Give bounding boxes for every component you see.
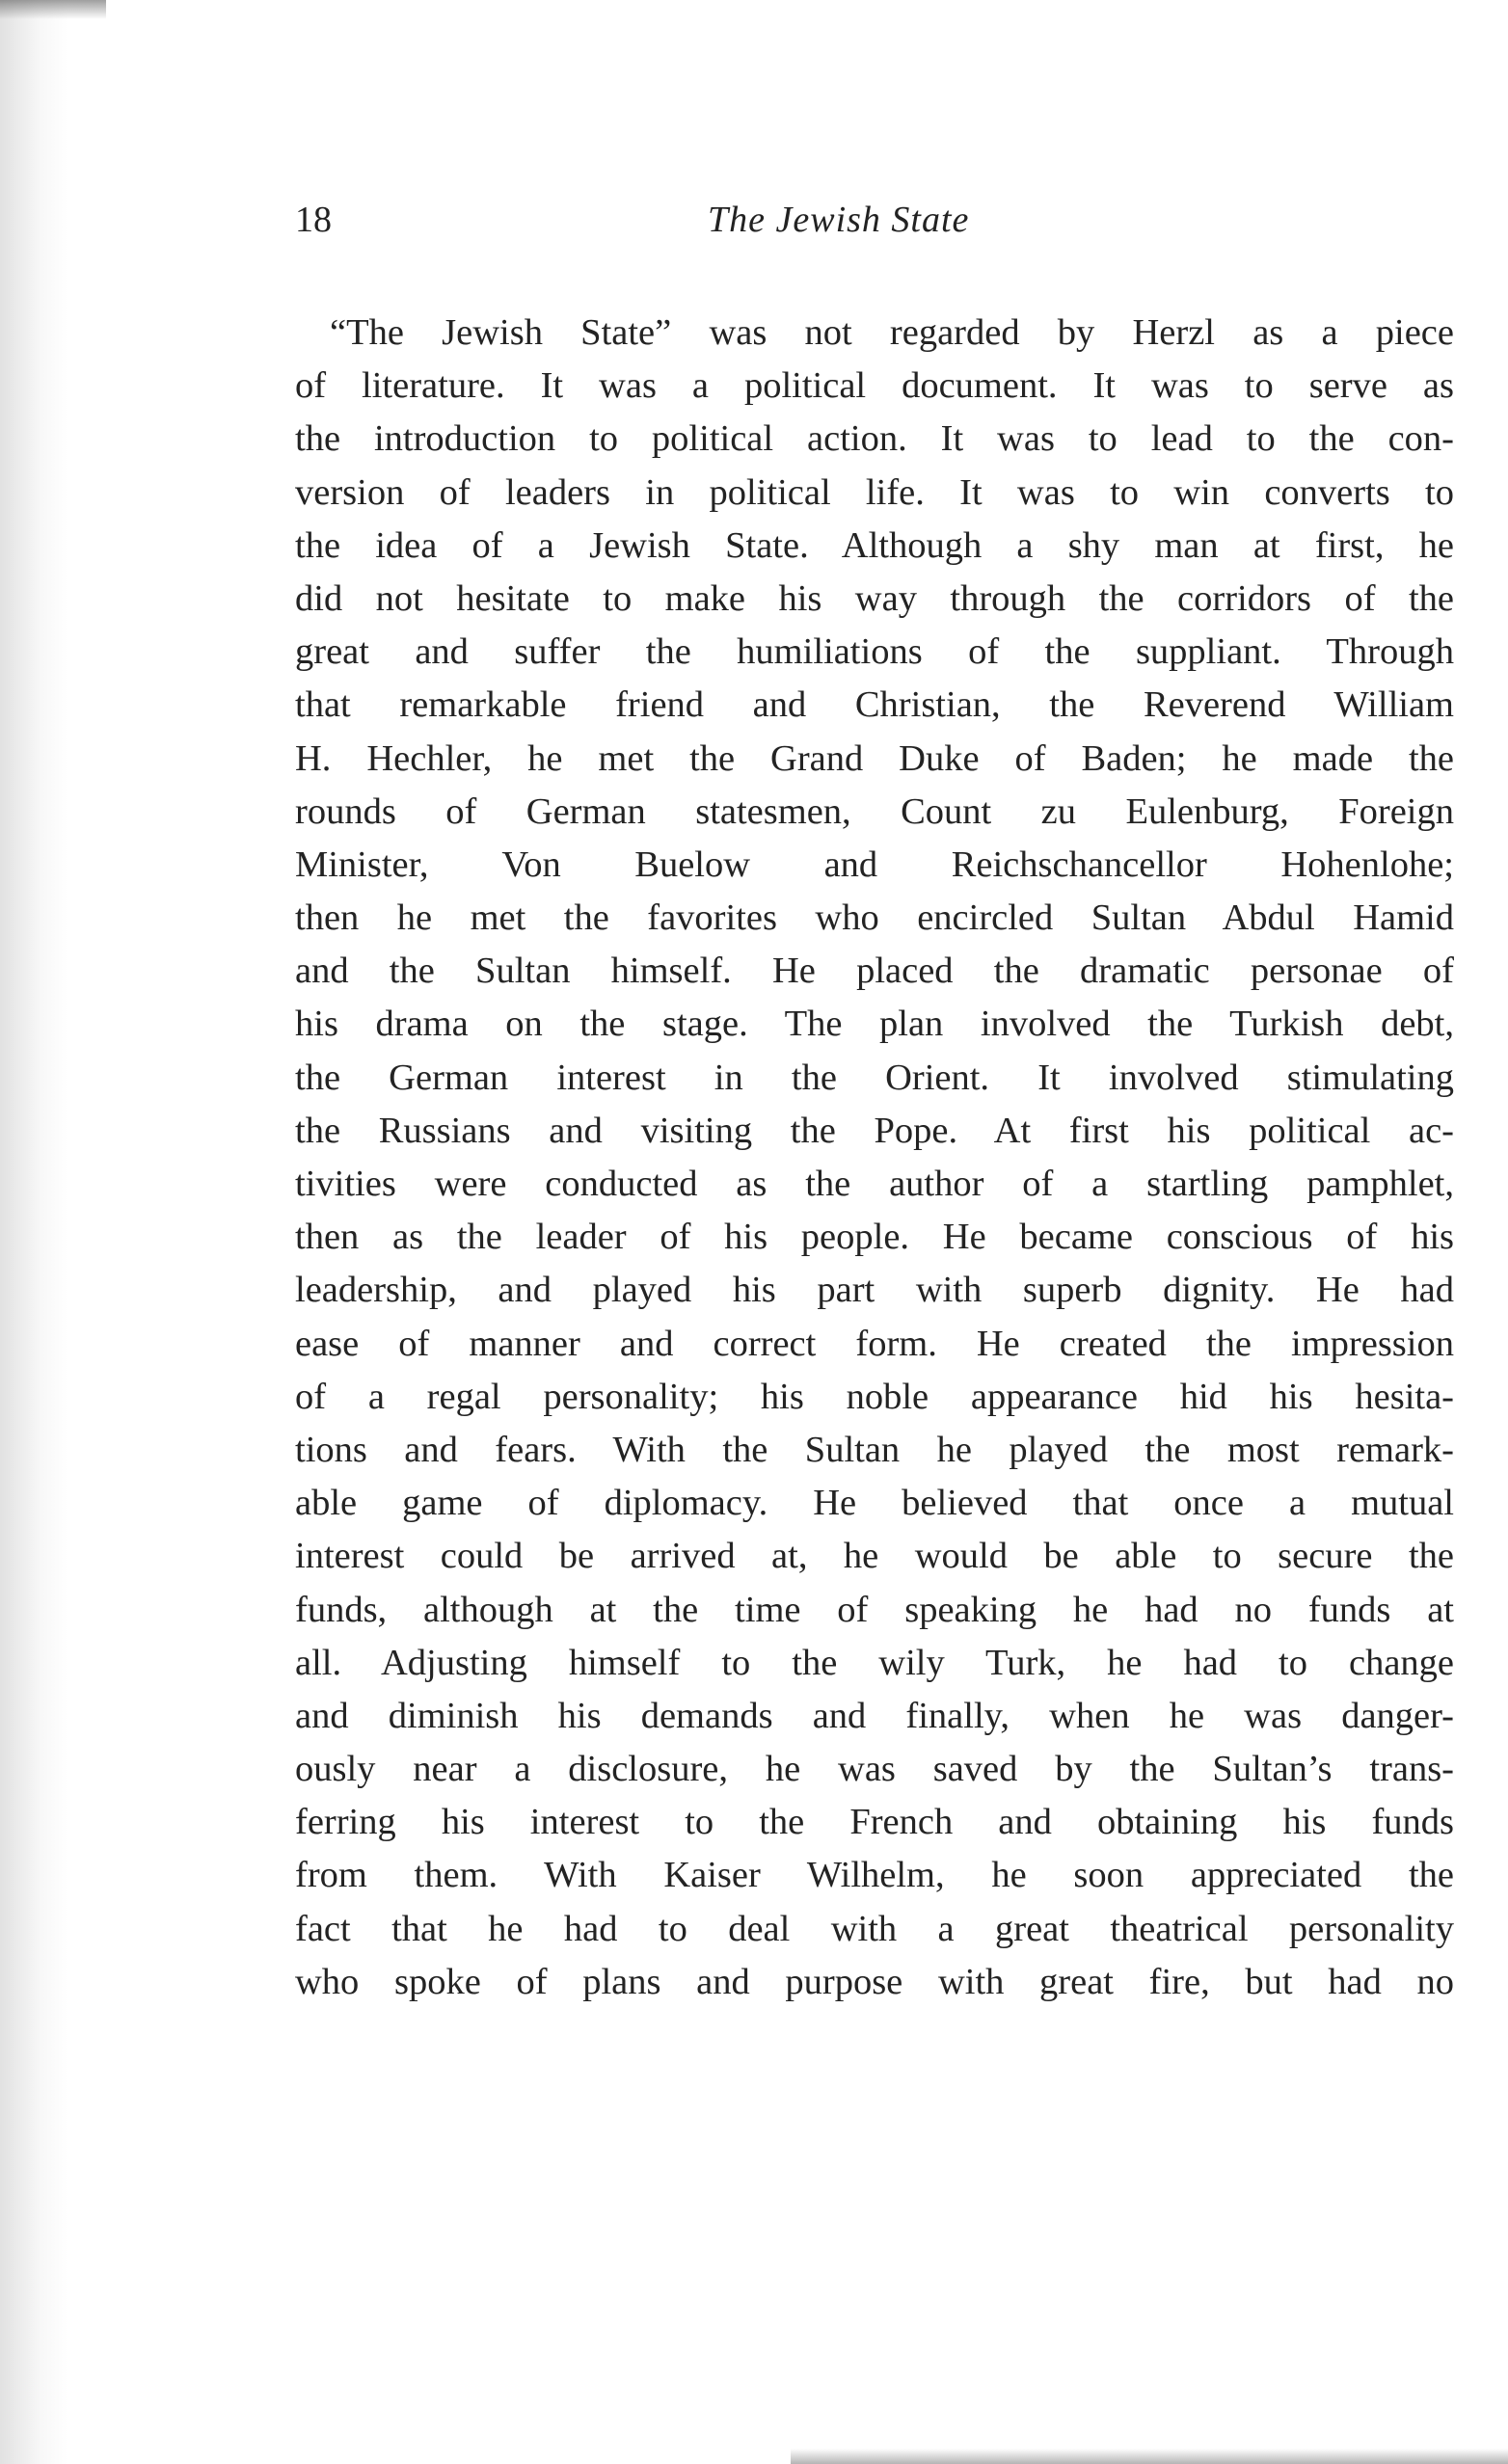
text-line: tivities were conducted as the author of a startling pamphlet, [295,1164,1454,1204]
scan-shadow-bottom [791,2449,1508,2464]
text-line: that remarkable friend and Christian, the Reverend William [295,684,1454,726]
text-line: Minister, Von Buelow and Reichschancellor Hohenlohe; [295,844,1454,885]
text-line: rounds of German statesmen, Count zu Eulenburg, Foreign [295,790,1454,832]
text-line: and diminish his demands and finally, when he was danger- [295,1695,1454,1736]
text-line: of a regal personality; his noble appearance hid his hesita- [295,1376,1454,1417]
text-line: fact that he had to deal with a great theatrical personality [295,1908,1454,1949]
text-line: then as the leader of his people. He became conscious of his [295,1217,1454,1258]
text-line: his drama on the stage. The plan involved the Turkish debt, [295,1004,1454,1045]
text-line: from them. With Kaiser Wilhelm, he soon appreciated the [295,1855,1454,1896]
text-line: ously near a disclosure, he was saved by the Sultan’s trans- [295,1749,1454,1790]
text-line: and the Sultan himself. He placed the dramatic personae of [295,951,1454,992]
text-line: all. Adjusting himself to the wily Turk, he had to change [295,1642,1454,1683]
text-line: ease of manner and correct form. He created the impression [295,1323,1454,1364]
text-line: H. Hechler, he met the Grand Duke of Baden; he made the [295,737,1454,779]
running-title: The Jewish State [708,200,970,240]
text-line: tions and fears. With the Sultan he played the most remark- [295,1429,1454,1470]
scan-shadow-left [0,0,67,2464]
body-paragraph [295,307,1454,2009]
text-line: who spoke of plans and purpose with great fire, but had no [295,1961,1454,2002]
text-line: funds, although at the time of speaking he had no funds at [295,1589,1454,1630]
text-line: then he met the favorites who encircled Sultan Abdul Hamid [295,897,1454,939]
scan-shadow-top [0,0,106,19]
text-line: great and suffer the humiliations of the suppliant. Through [295,631,1454,673]
text-line: the introduction to political action. It was to lead to the con- [295,418,1454,460]
text-line: able game of diplomacy. He believed that once a mutual [295,1483,1454,1524]
text-line: leadership, and played his part with superb dignity. He had [295,1270,1454,1311]
page-number: 18 [295,200,332,240]
text-line: interest could be arrived at, he would be able to secure the [295,1536,1454,1577]
text-line: version of leaders in political life. It was to win converts to [295,471,1454,513]
text-line: the idea of a Jewish State. Although a shy man at first, he [295,524,1454,566]
text-line: did not hesitate to make his way through the corridors of the [295,577,1454,619]
text-line: ferring his interest to the French and obtaining his funds [295,1802,1454,1843]
text-line: the German interest in the Orient. It involved stimulating [295,1057,1454,1098]
text-line: “The Jewish State” was not regarded by Herzl as a piece [330,312,1454,353]
running-head [295,193,1452,251]
text-line: of literature. It was a political document. It was to serve as [295,365,1454,407]
text-line: the Russians and visiting the Pope. At first his political ac- [295,1110,1454,1151]
